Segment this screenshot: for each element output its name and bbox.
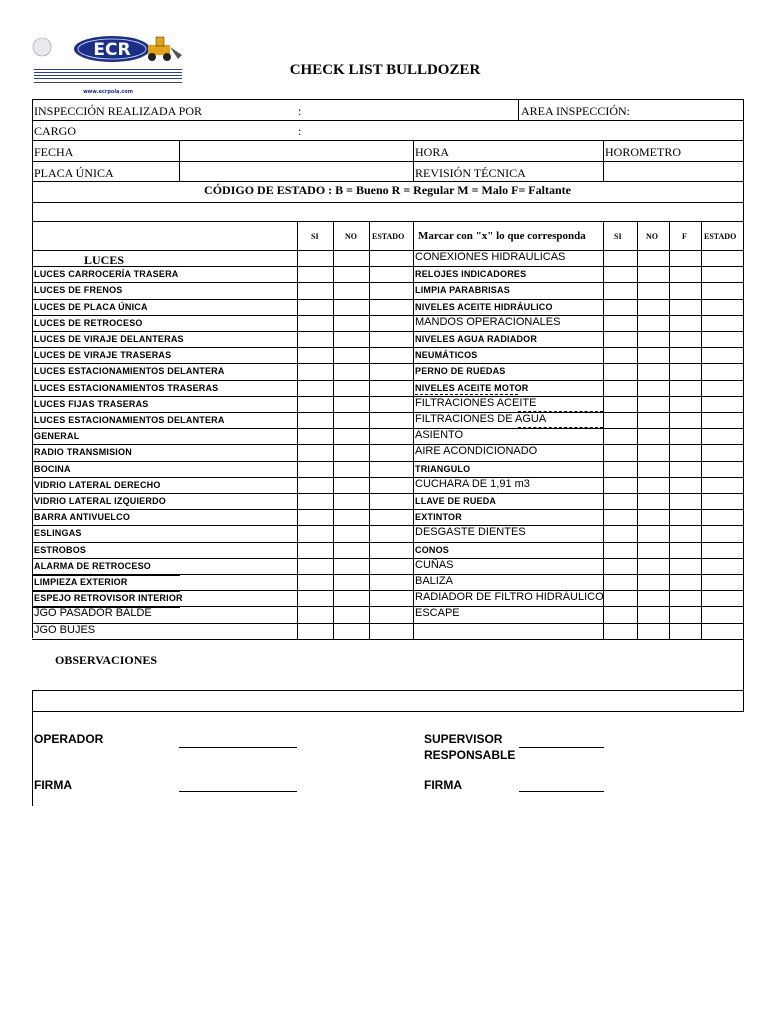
checkbox-cell[interactable] [638, 510, 668, 524]
checkbox-cell[interactable] [670, 397, 700, 411]
left-item-label: GENERAL [34, 431, 80, 441]
checkbox-cell[interactable] [638, 348, 668, 362]
checkbox-cell[interactable] [638, 267, 668, 281]
checkbox-cell[interactable] [604, 462, 636, 476]
colon: : [298, 104, 302, 118]
checkbox-cell[interactable] [298, 510, 332, 524]
status-code-legend: CÓDIGO DE ESTADO : B = Bueno R = Regular M = Malo F= Faltante [204, 183, 571, 197]
dashed-underline [180, 509, 297, 510]
dashed-underline [180, 493, 297, 494]
checkbox-cell[interactable] [334, 575, 368, 589]
checkbox-cell[interactable] [604, 267, 636, 281]
checkbox-cell[interactable] [604, 413, 636, 427]
checkbox-cell[interactable] [604, 478, 636, 492]
checkbox-cell[interactable] [334, 462, 368, 476]
left-item-label: ESPEJO RETROVISOR INTERIOR [34, 593, 183, 603]
checkbox-cell[interactable] [604, 283, 636, 297]
checkbox-cell[interactable] [702, 413, 742, 427]
checkbox-cell[interactable] [604, 332, 636, 346]
checkbox-cell[interactable] [604, 364, 636, 378]
right-item-label: RADIADOR DE FILTRO HIDRÁULICO [415, 591, 604, 603]
checkbox-cell[interactable] [638, 624, 668, 638]
checkbox-cell[interactable] [638, 607, 668, 621]
header-top-line [32, 99, 743, 100]
checkbox-cell[interactable] [298, 526, 332, 540]
firma-left-line [179, 791, 297, 792]
inspector-label: INSPECCIÓN REALIZADA POR [34, 104, 203, 118]
right-item-label: EXTINTOR [415, 512, 462, 522]
right-item-label: RELOJES INDICADORES [415, 269, 527, 279]
checkbox-cell[interactable] [702, 251, 742, 265]
header-divider [518, 99, 519, 120]
checkbox-cell[interactable] [298, 478, 332, 492]
header-line [32, 181, 743, 182]
observations-line [32, 690, 743, 691]
checkbox-cell[interactable] [298, 332, 332, 346]
checkbox-cell[interactable] [604, 510, 636, 524]
checkbox-cell[interactable] [638, 283, 668, 297]
checkbox-cell[interactable] [604, 445, 636, 459]
checkbox-cell[interactable] [334, 251, 368, 265]
dashed-underline [415, 394, 518, 395]
right-item-label: DESGASTE DIENTES [415, 526, 526, 538]
horometro-input[interactable] [682, 142, 742, 160]
right-item-label: CUCHARA DE 1,91 m3 [415, 478, 530, 490]
left-item-label: LUCES DE PLACA ÚNICA [34, 302, 148, 312]
checkbox-cell[interactable] [370, 429, 412, 443]
checkbox-cell[interactable] [604, 429, 636, 443]
checkbox-cell[interactable] [334, 348, 368, 362]
cargo-label: CARGO [34, 124, 77, 138]
checkbox-cell[interactable] [370, 397, 412, 411]
checkbox-cell[interactable] [298, 267, 332, 281]
checkbox-cell[interactable] [702, 478, 742, 492]
checkbox-cell[interactable] [298, 462, 332, 476]
hora-label: HORA [415, 145, 450, 159]
checkbox-cell[interactable] [370, 332, 412, 346]
left-item-label: LUCES DE VIRAJE DELANTERAS [34, 334, 184, 344]
checkbox-cell[interactable] [702, 624, 742, 638]
checkbox-cell[interactable] [334, 543, 368, 557]
right-item-label: AIRE ACONDICIONADO [415, 445, 538, 457]
checkbox-cell[interactable] [334, 397, 368, 411]
dashed-underline [518, 427, 603, 428]
checkbox-cell[interactable] [370, 607, 412, 621]
checkbox-cell[interactable] [702, 300, 742, 314]
checkbox-cell[interactable] [298, 397, 332, 411]
checkbox-cell[interactable] [604, 607, 636, 621]
checkbox-cell[interactable] [334, 591, 368, 605]
left-item-label: ESLINGAS [34, 528, 82, 538]
checkbox-cell[interactable] [370, 251, 412, 265]
firma-left-input[interactable] [179, 772, 297, 790]
checkbox-cell[interactable] [604, 575, 636, 589]
checkbox-cell[interactable] [702, 429, 742, 443]
checkbox-cell[interactable] [670, 559, 700, 573]
right-item-label: CONEXIONES HIDRAULICAS [415, 251, 566, 263]
checkbox-cell[interactable] [298, 624, 332, 638]
checkbox-cell[interactable] [298, 413, 332, 427]
checkbox-cell[interactable] [370, 316, 412, 330]
checkbox-cell[interactable] [702, 575, 742, 589]
checkbox-cell[interactable] [702, 526, 742, 540]
right-header-no: NO [646, 232, 658, 241]
checkbox-cell[interactable] [638, 251, 668, 265]
checkbox-cell[interactable] [370, 381, 412, 395]
checkbox-cell[interactable] [670, 381, 700, 395]
checkbox-cell[interactable] [638, 575, 668, 589]
table-right-border [743, 99, 744, 638]
checkbox-cell[interactable] [670, 607, 700, 621]
marking-instruction: Marcar con "x" lo que corresponda [418, 230, 586, 242]
checkbox-cell[interactable] [702, 494, 742, 508]
header-divider [603, 140, 604, 181]
checkbox-cell[interactable] [702, 364, 742, 378]
left-item-label: LUCES DE RETROCESO [34, 318, 143, 328]
checkbox-cell[interactable] [638, 494, 668, 508]
checkbox-cell[interactable] [298, 543, 332, 557]
checkbox-cell[interactable] [670, 526, 700, 540]
checkbox-cell[interactable] [702, 267, 742, 281]
right-item-label: CONOS [415, 545, 450, 555]
checkbox-cell[interactable] [370, 510, 412, 524]
left-item-label: VIDRIO LATERAL IZQUIERDO [34, 496, 166, 506]
checkbox-cell[interactable] [670, 624, 700, 638]
header-line [32, 120, 743, 121]
page-title: CHECK LIST BULLDOZER [289, 62, 481, 78]
fecha-label: FECHA [34, 145, 74, 159]
checkbox-cell[interactable] [638, 364, 668, 378]
checkbox-cell[interactable] [638, 478, 668, 492]
checkbox-cell[interactable] [370, 300, 412, 314]
checkbox-cell[interactable] [370, 348, 412, 362]
checkbox-cell[interactable] [702, 381, 742, 395]
supervisor-label: SUPERVISOR [424, 732, 503, 746]
checkbox-cell[interactable] [604, 624, 636, 638]
checkbox-cell[interactable] [638, 316, 668, 330]
checkbox-cell[interactable] [298, 300, 332, 314]
left-item-label: LUCES ESTACIONAMIENTOS DELANTERA [34, 366, 225, 376]
checkbox-cell[interactable] [702, 591, 742, 605]
checkbox-cell[interactable] [298, 251, 332, 265]
checkbox-cell[interactable] [670, 462, 700, 476]
right-header-si: SI [614, 232, 622, 241]
area-label: AREA INSPECCIÓN: [521, 104, 631, 118]
checkbox-cell[interactable] [638, 429, 668, 443]
supervisor-signature-line [519, 747, 604, 748]
revision-input[interactable] [510, 163, 602, 180]
checkbox-cell[interactable] [670, 429, 700, 443]
left-item-label: RADIO TRANSMISION [34, 447, 132, 457]
checkbox-cell[interactable] [298, 591, 332, 605]
checkbox-cell[interactable] [670, 348, 700, 362]
checkbox-cell[interactable] [334, 316, 368, 330]
logo-web: www.ecrpola.com [83, 89, 133, 95]
left-item-label: LUCES DE FRENOS [34, 285, 123, 295]
checkbox-cell[interactable] [334, 267, 368, 281]
checkbox-cell[interactable] [670, 300, 700, 314]
left-item-label: ALARMA DE RETROCESO [34, 561, 151, 571]
right-item-label: NEUMÁTICOS [415, 350, 478, 360]
checkbox-cell[interactable] [370, 413, 412, 427]
observations-right-border [743, 638, 744, 712]
checkbox-cell[interactable] [702, 462, 742, 476]
checkbox-cell[interactable] [604, 559, 636, 573]
left-header-si: SI [311, 232, 319, 241]
item-underline [32, 591, 180, 592]
checkbox-cell[interactable] [670, 364, 700, 378]
checkbox-cell[interactable] [370, 478, 412, 492]
inspector-input[interactable] [310, 101, 516, 119]
checkbox-cell[interactable] [638, 381, 668, 395]
checkbox-cell[interactable] [670, 543, 700, 557]
left-header-no: NO [345, 232, 357, 241]
right-item-label: FILTRACIONES ACEITE [415, 397, 537, 409]
checkbox-cell[interactable] [334, 413, 368, 427]
checkbox-cell[interactable] [702, 397, 742, 411]
checkbox-cell[interactable] [604, 543, 636, 557]
checkbox-cell[interactable] [334, 510, 368, 524]
company-logo [32, 33, 184, 97]
operador-label: OPERADOR [34, 732, 104, 746]
observations-left-border [32, 690, 33, 712]
left-item-label: JGO PASADOR BALDE [34, 607, 152, 619]
right-item-label: TRIANGULO [415, 464, 471, 474]
fecha-input[interactable] [180, 142, 412, 160]
svg-text:ECR: ECR [93, 40, 131, 60]
checkbox-cell[interactable] [670, 267, 700, 281]
checkbox-cell[interactable] [370, 591, 412, 605]
checkbox-cell[interactable] [370, 445, 412, 459]
left-item-label: LUCES FIJAS TRASERAS [34, 399, 149, 409]
firma-right-label: FIRMA [424, 778, 462, 792]
checkbox-cell[interactable] [370, 267, 412, 281]
left-item-label: LUCES CARROCERÍA TRASERA [34, 269, 179, 279]
dashed-underline [518, 411, 603, 412]
checkbox-cell[interactable] [638, 413, 668, 427]
checkbox-cell[interactable] [670, 494, 700, 508]
checkbox-cell[interactable] [638, 445, 668, 459]
checkbox-cell[interactable] [370, 462, 412, 476]
left-item-label: BARRA ANTIVUELCO [34, 512, 131, 522]
checkbox-cell[interactable] [670, 591, 700, 605]
checkbox-cell[interactable] [334, 381, 368, 395]
firma-right-input[interactable] [519, 772, 604, 790]
checkbox-cell[interactable] [334, 494, 368, 508]
checkbox-cell[interactable] [334, 364, 368, 378]
checkbox-cell[interactable] [334, 526, 368, 540]
right-header-f: F [682, 232, 687, 241]
checkbox-cell[interactable] [334, 478, 368, 492]
supervisor-input[interactable] [519, 728, 604, 746]
header-line [32, 161, 743, 162]
checkbox-cell[interactable] [370, 559, 412, 573]
right-item-label: ESCAPE [415, 607, 460, 619]
checkbox-cell[interactable] [604, 348, 636, 362]
dashed-underline [415, 363, 518, 364]
checkbox-cell[interactable] [670, 445, 700, 459]
checkbox-cell[interactable] [334, 624, 368, 638]
checkbox-cell[interactable] [370, 624, 412, 638]
checkbox-cell[interactable] [370, 364, 412, 378]
operador-signature-line [179, 747, 297, 748]
left-header-estado: ESTADO [372, 232, 405, 241]
checkbox-cell[interactable] [670, 251, 700, 265]
colon: : [298, 124, 302, 138]
header-line [32, 202, 743, 203]
checkbox-cell[interactable] [638, 300, 668, 314]
checkbox-cell[interactable] [370, 526, 412, 540]
right-header-estado: ESTADO [704, 232, 737, 241]
firma-right-line [519, 791, 604, 792]
checkbox-cell[interactable] [334, 332, 368, 346]
left-item-label: VIDRIO LATERAL DERECHO [34, 480, 161, 490]
checkbox-cell[interactable] [638, 543, 668, 557]
header-line [32, 140, 743, 141]
checkbox-cell[interactable] [334, 283, 368, 297]
item-underline [32, 607, 180, 608]
left-item-label: LUCES ESTACIONAMIENTOS DELANTERA [34, 415, 225, 425]
checkbox-cell[interactable] [702, 607, 742, 621]
section-heading-luces: LUCES [84, 253, 125, 267]
checkbox-cell[interactable] [670, 575, 700, 589]
cargo-input[interactable] [310, 122, 740, 139]
right-item-label: PERNO DE RUEDAS [415, 366, 506, 376]
checkbox-cell[interactable] [702, 283, 742, 297]
left-item-label: ESTROBOS [34, 545, 87, 555]
checkbox-cell[interactable] [298, 316, 332, 330]
firma-left-label: FIRMA [34, 778, 72, 792]
checkbox-cell[interactable] [370, 575, 412, 589]
checkbox-cell[interactable] [334, 429, 368, 443]
checkbox-cell[interactable] [298, 348, 332, 362]
checkbox-cell[interactable] [298, 429, 332, 443]
signature-left-border [32, 712, 33, 806]
placa-label: PLACA ÚNICA [34, 166, 114, 180]
checkbox-cell[interactable] [702, 348, 742, 362]
checkbox-cell[interactable] [638, 332, 668, 346]
checkbox-cell[interactable] [638, 462, 668, 476]
checkbox-cell[interactable] [670, 510, 700, 524]
checkbox-cell[interactable] [702, 332, 742, 346]
checkbox-cell[interactable] [370, 543, 412, 557]
checkbox-cell[interactable] [670, 332, 700, 346]
revision-label: REVISIÓN TÉCNICA [415, 166, 526, 180]
checkbox-cell[interactable] [604, 397, 636, 411]
responsable-label: RESPONSABLE [424, 748, 516, 762]
checkbox-cell[interactable] [298, 607, 332, 621]
observations-input[interactable] [34, 669, 741, 689]
checkbox-cell[interactable] [670, 316, 700, 330]
checkbox-cell[interactable] [670, 283, 700, 297]
left-item-label: LUCES DE VIRAJE TRASERAS [34, 350, 172, 360]
checkbox-cell[interactable] [702, 510, 742, 524]
left-item-label: JGO BUJES [34, 624, 96, 636]
checkbox-cell[interactable] [604, 494, 636, 508]
checkbox-cell[interactable] [604, 381, 636, 395]
horometro-label: HOROMETRO [605, 145, 682, 159]
checkbox-cell[interactable] [370, 494, 412, 508]
header-divider [413, 140, 414, 181]
hora-input[interactable] [456, 142, 602, 160]
right-item-label: BALIZA [415, 575, 453, 587]
right-item-label: MANDOS OPERACIONALES [415, 316, 561, 328]
checkbox-cell[interactable] [638, 591, 668, 605]
right-item-label: CUÑAS [415, 559, 454, 571]
operador-input[interactable] [179, 728, 297, 746]
checkbox-cell[interactable] [334, 300, 368, 314]
right-item-label: LIMPIA PARABRISAS [415, 285, 510, 295]
checkbox-cell[interactable] [604, 251, 636, 265]
checkbox-cell[interactable] [638, 559, 668, 573]
checkbox-cell[interactable] [298, 559, 332, 573]
checkbox-cell[interactable] [702, 445, 742, 459]
checkbox-cell[interactable] [604, 300, 636, 314]
checkbox-cell[interactable] [334, 607, 368, 621]
checkbox-cell[interactable] [334, 445, 368, 459]
checkbox-cell[interactable] [334, 559, 368, 573]
checkbox-cell[interactable] [670, 478, 700, 492]
checkbox-cell[interactable] [298, 494, 332, 508]
right-item-label: NIVELES ACEITE HIDRÁULICO [415, 302, 553, 312]
right-item-label: ASIENTO [415, 429, 464, 441]
table-row-line [32, 639, 743, 640]
checkbox-cell[interactable] [638, 526, 668, 540]
checkbox-cell[interactable] [670, 413, 700, 427]
checkbox-cell[interactable] [638, 397, 668, 411]
right-item-label: NIVELES ACEITE MOTOR [415, 383, 529, 393]
checkbox-cell[interactable] [298, 445, 332, 459]
checkbox-cell[interactable] [298, 575, 332, 589]
checkbox-cell[interactable] [702, 559, 742, 573]
item-underline [32, 575, 180, 576]
checkbox-cell[interactable] [298, 381, 332, 395]
placa-input[interactable] [180, 163, 412, 180]
checkbox-cell[interactable] [298, 283, 332, 297]
checkbox-cell[interactable] [702, 316, 742, 330]
checkbox-column-line [413, 221, 414, 639]
checkbox-cell[interactable] [604, 316, 636, 330]
right-item-label: LLAVE DE RUEDA [415, 496, 497, 506]
observations-bottom-line [32, 711, 743, 712]
checkbox-cell[interactable] [604, 591, 636, 605]
area-input[interactable] [604, 101, 742, 119]
observations-underline [518, 711, 603, 712]
left-item-label: LIMPIEZA EXTERIOR [34, 577, 128, 587]
checkbox-cell[interactable] [702, 543, 742, 557]
observations-label: OBSERVACIONES [55, 653, 158, 667]
checkbox-cell[interactable] [370, 283, 412, 297]
right-item-label: NIVELES AGUA RADIADOR [415, 334, 538, 344]
left-item-label: LUCES ESTACIONAMIENTOS TRASERAS [34, 383, 219, 393]
checkbox-cell[interactable] [604, 526, 636, 540]
left-item-label: BOCINA [34, 464, 71, 474]
checkbox-cell[interactable] [298, 364, 332, 378]
right-item-label: FILTRACIONES DE AGUA [415, 413, 547, 425]
